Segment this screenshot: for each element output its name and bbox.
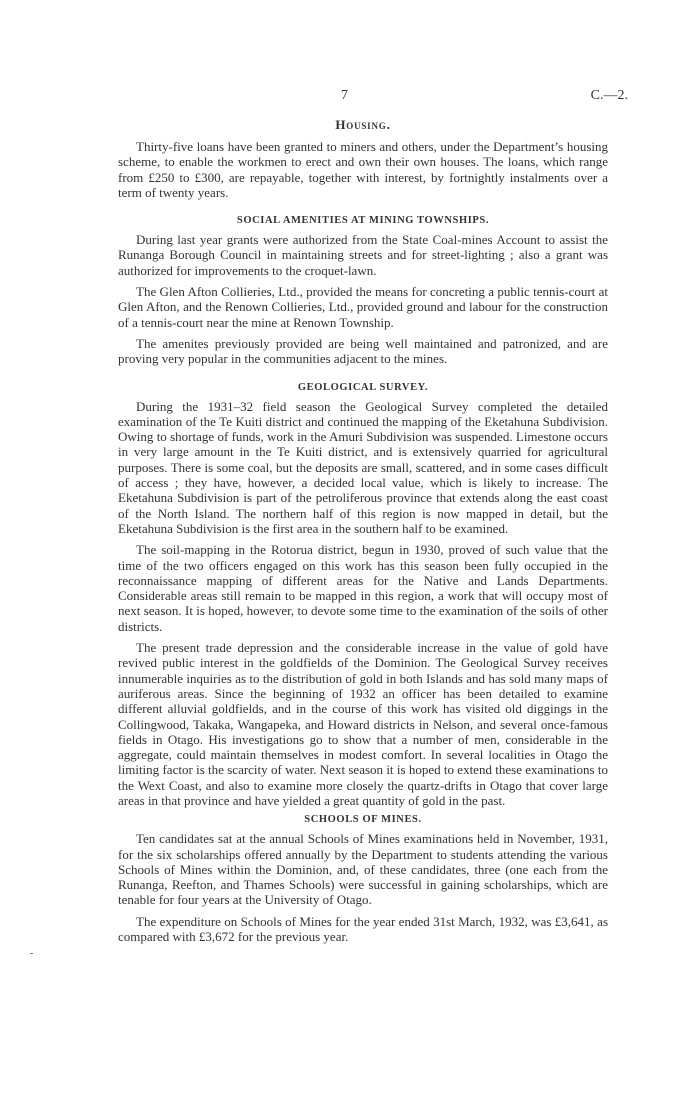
page-body <box>118 117 608 950</box>
section-heading: SCHOOLS OF MINES. <box>304 814 422 826</box>
section-social-amenities <box>118 215 608 366</box>
section-schools-of-mines <box>118 814 608 944</box>
paragraph: The amenites previously provided are being well maintained and patronized, and are proving very popular in the communities adjacent to the mines. <box>118 335 608 367</box>
page-number: 7 <box>341 88 348 103</box>
section-heading: SOCIAL AMENITIES AT MINING TOWNSHIPS. <box>236 215 490 227</box>
paragraph: The present trade depression and the considerable increase in the value of gold have revived public interest in the goldfields of the Dominion. The Geological Survey receives innumerable inquiries as to the distribution of gold in both Islands and has sold many maps of auriferous areas. Since the beginning of 1932 an officer has been detailed to examine different alluvial goldfields, and in the course of this work has visited old diggings in the Collingwood, Takaka, Wangapeka, and Howard districts in Nelson, and several once-famous fields in Otago. His investigations go to show that a number of men, considerable in the aggregate, could maintain themselves in modest comfort. In several localities in Otago the limiting factor is the scarcity of water. Next season it is hoped to extend these examinations to the Wext Coast, and also to examine more closely the quartz-drifts in Otago that cover large areas in that province and have yielded a great quantity of gold in the past. <box>118 640 608 808</box>
margin-mark <box>30 953 33 954</box>
paragraph: During last year grants were authorized from the State Coal-mines Account to assist the Runanga Borough Council in maintaining streets and for street-lighting ; also a grant was authorized for improvements to the croquet-lawn. <box>118 232 608 278</box>
paragraph: During the 1931–32 field season the Geological Survey completed the detailed examination of the Te Kuiti district and continued the mapping of the Eketahuna Subdivision. Owing to shortage of funds, work in the Amuri Subdivision was suspended. Limestone occurs in very large amount in the Te Kuiti district, and is extensively quarried for agricultural purposes. There is some coal, but the deposits are small, scattered, and in some cases difficult of access ; they have, however, a decided local value, which is likely to increase. The Eketahuna Subdivision is part of the petroliferous province that extends along the east coast of the North Island. The northern half of this region is now mapped in detail, but the Eketahuna Subdivision is the first area in the southern half to be examined. <box>118 398 608 536</box>
section-heading: GEOLOGICAL SURVEY. <box>297 381 429 393</box>
document-reference: C.—2. <box>590 88 628 103</box>
section-geological-survey <box>118 382 608 809</box>
paragraph: The expenditure on Schools of Mines for the year ended 31st March, 1932, was £3,641, as compared with £3,672 for the previous year. <box>118 913 608 945</box>
paragraph: The Glen Afton Collieries, Ltd., provided the means for concreting a public tennis-court at Glen Afton, and the Renown Collieries, Ltd., provided ground and labour for the construction of a tennis-court near the mine at Renown Township. <box>118 284 608 330</box>
paragraph: The soil-mapping in the Rotorua district, begun in 1930, proved of such value that the time of the two officers engaged on this work has this season been fully occupied in the reconnaissance mapping of different areas for the Native and Lands Departments. Considerable areas still remain to be mapped in this region, a work that will occupy most of next season. It is hoped, however, to devote some time to the examination of the soils of other districts. <box>118 542 608 634</box>
section-housing <box>118 117 608 200</box>
paragraph: Ten candidates sat at the annual Schools of Mines examinations held in November, 1931, for the six scholarships offered annually by the Department to students attending the various Schools of Mines within the Dominion, and, of these candidates, three (one each from the Runanga, Reefton, and Thames Schools) were successful in gaining scholarships, which are tenable for four years at the University of Otago. <box>118 831 608 908</box>
paragraph: Thirty-five loans have been granted to miners and others, under the Department’s housing scheme, to enable the workmen to erect and own their own houses. The loans, which range from £250 to £300, are repayable, together with interest, by fortnightly instalments over a term of twenty years. <box>118 139 608 200</box>
section-heading: Housing. <box>335 117 391 132</box>
